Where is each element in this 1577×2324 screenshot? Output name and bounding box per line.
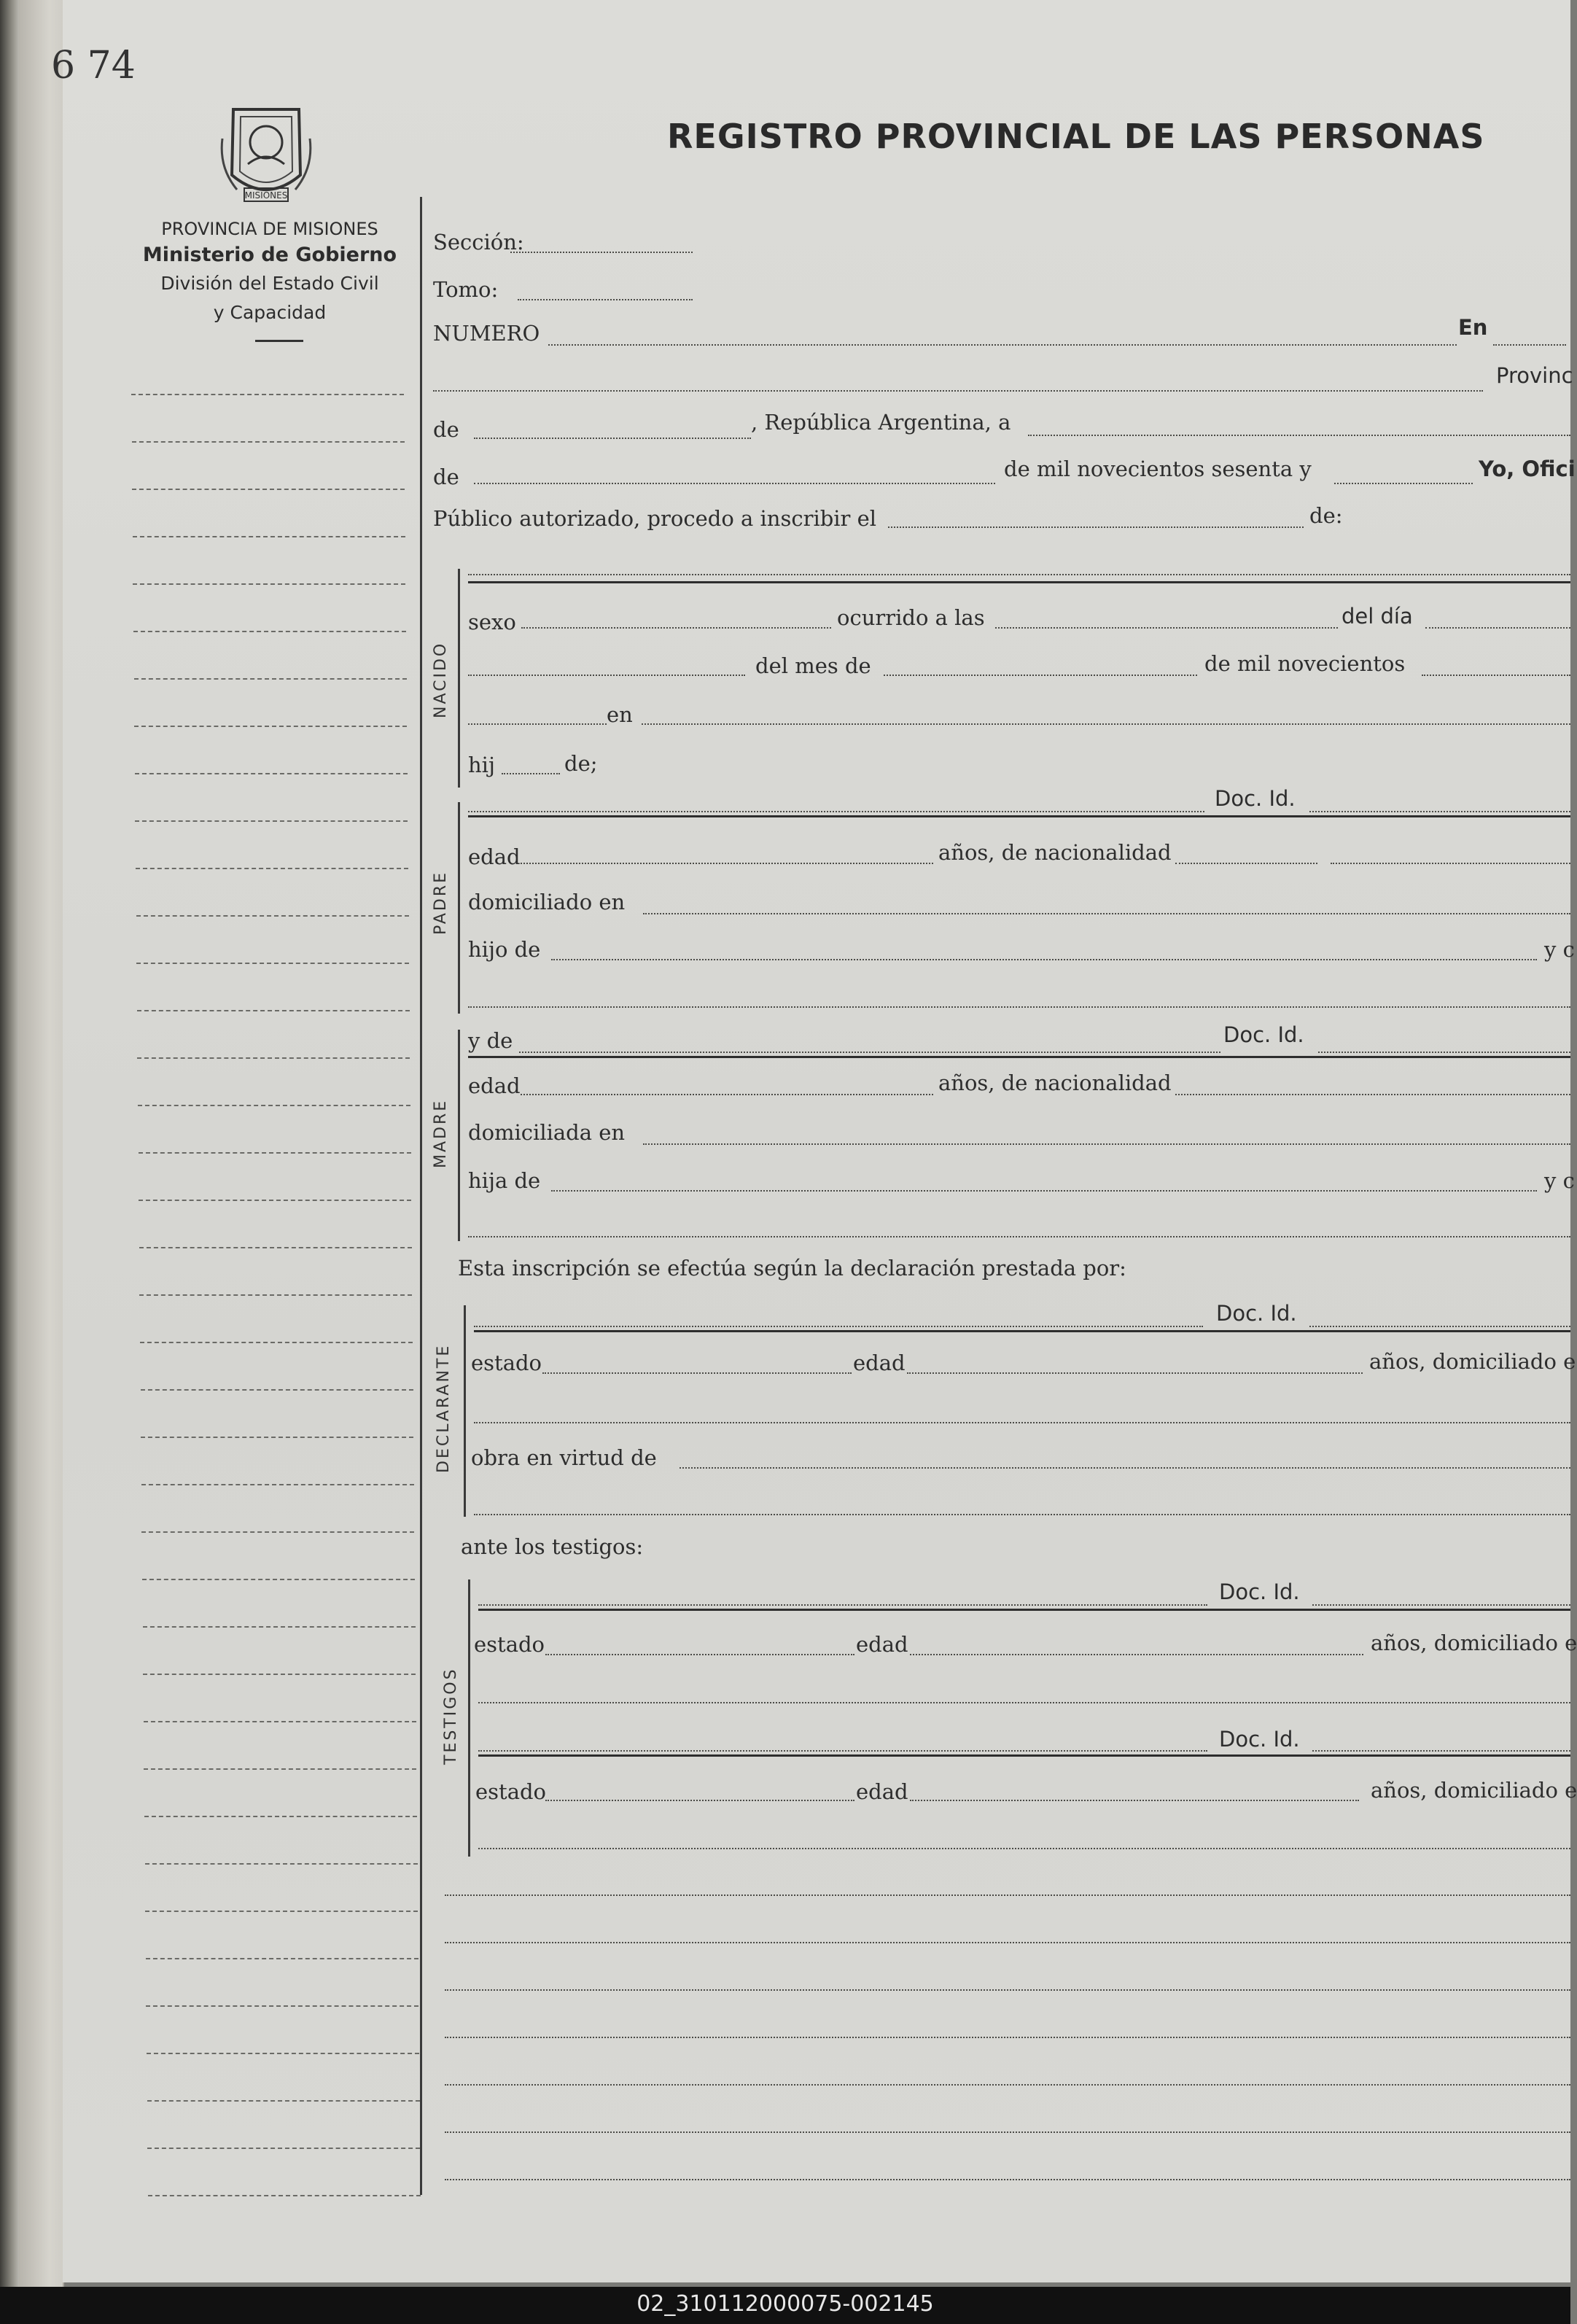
page-number: 6 74 bbox=[51, 44, 136, 88]
dia-field[interactable] bbox=[1425, 627, 1570, 629]
margin-note-line[interactable] bbox=[143, 1626, 416, 1628]
margin-note-line[interactable] bbox=[139, 1247, 412, 1248]
margin-note-line[interactable] bbox=[133, 583, 405, 585]
margin-note-line[interactable] bbox=[139, 1200, 411, 1201]
nacido-rule bbox=[468, 581, 1570, 583]
margin-note-line[interactable] bbox=[140, 1342, 413, 1343]
observation-line[interactable] bbox=[445, 2084, 1570, 2086]
testigo2-doc-id-label: Doc. Id. bbox=[1219, 1727, 1300, 1752]
padre-doc-id-field[interactable] bbox=[1309, 811, 1570, 812]
padre-nacionalidad-field-2[interactable] bbox=[1331, 863, 1570, 864]
margin-note-line[interactable] bbox=[136, 963, 409, 964]
seccion-field[interactable] bbox=[510, 252, 693, 253]
org-division: División del Estado Civil bbox=[160, 273, 379, 294]
margin-note-line[interactable] bbox=[143, 1674, 416, 1675]
observation-line[interactable] bbox=[445, 2131, 1570, 2133]
madre-doc-id-label: Doc. Id. bbox=[1223, 1022, 1304, 1047]
margin-note-line[interactable] bbox=[139, 1152, 411, 1154]
dept-field[interactable] bbox=[474, 438, 751, 439]
testigo2-domicilio-field[interactable] bbox=[478, 1848, 1570, 1849]
lugar-nacimiento-field[interactable] bbox=[642, 723, 1570, 725]
madre-bracket bbox=[458, 1030, 460, 1241]
declarante-name-field[interactable] bbox=[474, 1326, 1203, 1327]
padre-edad-field[interactable] bbox=[521, 863, 933, 864]
madre-y-label: y c bbox=[1544, 1168, 1575, 1193]
margin-note-line[interactable] bbox=[141, 1389, 413, 1391]
testigo1-estado-label: estado bbox=[474, 1632, 545, 1657]
padre-rule bbox=[468, 815, 1570, 817]
hij-field[interactable] bbox=[502, 773, 560, 774]
en-lugar-label: en bbox=[607, 702, 633, 727]
padre-padres-field-2[interactable] bbox=[468, 1006, 1570, 1008]
testigo1-rule bbox=[478, 1609, 1570, 1611]
testigo2-doc-id-field[interactable] bbox=[1312, 1750, 1570, 1752]
mes-field[interactable] bbox=[884, 675, 1197, 676]
margin-note-line[interactable] bbox=[134, 726, 407, 727]
margin-note-line[interactable] bbox=[141, 1437, 413, 1438]
declarante-edad-field[interactable] bbox=[907, 1372, 1363, 1374]
declarante-rule bbox=[474, 1330, 1570, 1332]
month-field[interactable] bbox=[474, 483, 995, 484]
madre-edad-label: edad bbox=[468, 1073, 521, 1098]
testigo1-name-field[interactable] bbox=[478, 1604, 1207, 1606]
hora-field[interactable] bbox=[995, 627, 1338, 629]
madre-padres-field[interactable] bbox=[551, 1190, 1537, 1192]
footer-code: 02_310112000075-002145 bbox=[636, 2291, 934, 2317]
testigo1-doc-id-field[interactable] bbox=[1312, 1604, 1570, 1606]
testigo2-edad-field[interactable] bbox=[910, 1800, 1359, 1801]
obra-virtud-label: obra en virtud de bbox=[471, 1445, 657, 1470]
obra-virtud-field-2[interactable] bbox=[474, 1514, 1570, 1515]
margin-note-line[interactable] bbox=[146, 2005, 418, 2007]
madre-y-de-label: y de bbox=[468, 1028, 513, 1053]
madre-edad-field[interactable] bbox=[521, 1094, 933, 1095]
svg-text:MISIONES: MISIONES bbox=[244, 190, 288, 201]
provincia-label: Provinc bbox=[1496, 363, 1573, 388]
margin-note-line[interactable] bbox=[132, 489, 405, 490]
yo-oficial-label: Yo, Ofici bbox=[1479, 456, 1576, 481]
margin-note-line[interactable] bbox=[144, 1816, 417, 1817]
padre-edad-label: edad bbox=[468, 844, 521, 869]
numero-field[interactable] bbox=[548, 344, 1457, 346]
anio-continued-field[interactable] bbox=[468, 723, 607, 725]
testigo2-domiciliado-label: años, domiciliado e bbox=[1371, 1778, 1577, 1803]
nacido-name-field[interactable] bbox=[468, 574, 1570, 575]
observation-line[interactable] bbox=[445, 2037, 1570, 2038]
margin-note-line[interactable] bbox=[135, 773, 408, 774]
margin-note-line[interactable] bbox=[147, 2148, 420, 2149]
del-dia-label: del día bbox=[1342, 604, 1413, 629]
ocurrido-label: ocurrido a las bbox=[837, 605, 985, 630]
de-colon-label: de: bbox=[1309, 503, 1343, 528]
numero-label: NUMERO bbox=[433, 321, 540, 346]
republica-label: , República Argentina, a bbox=[751, 410, 1011, 435]
margin-note-line[interactable] bbox=[145, 1911, 418, 1912]
year-field[interactable] bbox=[1334, 483, 1473, 484]
margin-note-line[interactable] bbox=[148, 2195, 421, 2196]
testigo1-edad-field[interactable] bbox=[910, 1654, 1363, 1655]
testigo1-doc-id-label: Doc. Id. bbox=[1219, 1579, 1300, 1604]
padre-name-field[interactable] bbox=[468, 811, 1204, 812]
testigo2-edad-label: edad bbox=[856, 1779, 908, 1804]
madre-nacionalidad-label: años, de nacionalidad bbox=[938, 1070, 1172, 1095]
padre-nacionalidad-field[interactable] bbox=[1175, 863, 1317, 864]
publico-autorizado-label: Público autorizado, procedo a inscribir el bbox=[433, 506, 877, 531]
sexo-label: sexo bbox=[468, 610, 516, 634]
tomo-label: Tomo: bbox=[433, 277, 499, 302]
testigo1-domicilio-field[interactable] bbox=[478, 1702, 1570, 1703]
inscribir-field[interactable] bbox=[888, 526, 1304, 528]
margin-note-line[interactable] bbox=[141, 1531, 414, 1533]
testigo2-estado-label: estado bbox=[475, 1779, 547, 1804]
place-field[interactable] bbox=[433, 390, 1483, 392]
de-label-2: de bbox=[433, 465, 459, 489]
declarante-doc-id-label: Doc. Id. bbox=[1216, 1301, 1297, 1326]
observation-line[interactable] bbox=[445, 2179, 1570, 2180]
margin-note-line[interactable] bbox=[133, 631, 406, 632]
declarante-bracket bbox=[464, 1305, 466, 1517]
declarante-estado-field[interactable] bbox=[542, 1372, 852, 1374]
madre-label: MADRE bbox=[432, 1098, 450, 1168]
margin-note-line[interactable] bbox=[147, 2053, 419, 2054]
padre-y-label: y c bbox=[1544, 937, 1575, 962]
en-label: En bbox=[1458, 315, 1488, 340]
form-page bbox=[63, 0, 1570, 2282]
mil-novecientos-label: de mil novecientos bbox=[1204, 651, 1406, 676]
book-edge bbox=[0, 0, 19, 2287]
page-title: REGISTRO PROVINCIAL DE LAS PERSONAS bbox=[667, 117, 1485, 156]
testigos-bracket bbox=[468, 1579, 470, 1857]
madre-domiciliada-label: domiciliada en bbox=[468, 1120, 626, 1145]
provincial-seal-icon bbox=[219, 95, 314, 211]
seccion-label: Sección: bbox=[433, 230, 524, 254]
margin-note-line[interactable] bbox=[132, 441, 405, 443]
declarante-label: DECLARANTE bbox=[435, 1343, 453, 1473]
margin-note-line[interactable] bbox=[136, 868, 408, 869]
padre-nacionalidad-label: años, de nacionalidad bbox=[938, 840, 1172, 865]
del-mes-label: del mes de bbox=[755, 653, 871, 678]
declarante-doc-id-field[interactable] bbox=[1309, 1326, 1570, 1327]
nacido-label: NACIDO bbox=[432, 641, 450, 718]
margin-note-line[interactable] bbox=[147, 2100, 420, 2102]
margin-note-line[interactable] bbox=[139, 1294, 412, 1296]
madre-name-field[interactable] bbox=[519, 1052, 1220, 1053]
madre-nacionalidad-field[interactable] bbox=[1175, 1094, 1570, 1095]
hij-label: hij bbox=[468, 753, 495, 777]
observation-line[interactable] bbox=[445, 1894, 1570, 1896]
margin-note-line[interactable] bbox=[137, 1010, 410, 1011]
margin-note-line[interactable] bbox=[135, 820, 408, 822]
declaracion-text: Esta inscripción se efectúa según la declaración prestada por: bbox=[458, 1256, 1126, 1280]
margin-note-line[interactable] bbox=[131, 394, 404, 395]
margin-note-line[interactable] bbox=[142, 1579, 415, 1580]
madre-domicilio-field[interactable] bbox=[643, 1143, 1570, 1145]
padre-bracket bbox=[458, 802, 460, 1014]
testigo1-domiciliado-label: años, domiciliado e bbox=[1371, 1631, 1577, 1655]
testigo2-rule bbox=[478, 1754, 1570, 1757]
margin-note-line[interactable] bbox=[134, 678, 407, 680]
madre-rule bbox=[468, 1056, 1570, 1058]
margin-note-line[interactable] bbox=[133, 536, 405, 537]
dia-continued-field[interactable] bbox=[468, 675, 745, 676]
margin-note-line[interactable] bbox=[144, 1721, 416, 1722]
declarante-estado-label: estado bbox=[471, 1351, 542, 1375]
margin-note-line[interactable] bbox=[137, 1057, 410, 1059]
padre-label: PADRE bbox=[432, 870, 450, 935]
org-ministry: Ministerio de Gobierno bbox=[142, 244, 397, 266]
madre-hija-de-label: hija de bbox=[468, 1168, 541, 1193]
margin-note-line[interactable] bbox=[141, 1484, 414, 1485]
en-field[interactable] bbox=[1493, 344, 1566, 346]
nacido-bracket bbox=[458, 569, 460, 788]
padre-hijo-de-label: hijo de bbox=[468, 937, 541, 962]
madre-padres-field-2[interactable] bbox=[468, 1236, 1570, 1237]
declarante-domiciliado-label: años, domiciliado e bbox=[1369, 1349, 1576, 1374]
padre-padres-field[interactable] bbox=[551, 959, 1537, 960]
declarante-edad-label: edad bbox=[853, 1351, 906, 1375]
ante-testigos-label: ante los testigos: bbox=[461, 1534, 644, 1559]
testigo1-estado-field[interactable] bbox=[545, 1654, 854, 1655]
obra-virtud-field[interactable] bbox=[680, 1467, 1570, 1469]
testigo1-edad-label: edad bbox=[856, 1632, 908, 1657]
testigo2-name-field[interactable] bbox=[478, 1750, 1207, 1752]
org-rule bbox=[255, 340, 303, 342]
column-separator bbox=[420, 197, 422, 2195]
observation-line[interactable] bbox=[445, 1942, 1570, 1943]
margin-note-line[interactable] bbox=[145, 1863, 418, 1865]
declarante-domicilio-field[interactable] bbox=[474, 1422, 1570, 1423]
margin-note-line[interactable] bbox=[138, 1105, 410, 1106]
margin-note-line[interactable] bbox=[146, 1958, 418, 1959]
padre-domicilio-field[interactable] bbox=[643, 913, 1570, 914]
madre-doc-id-field[interactable] bbox=[1318, 1052, 1570, 1053]
margin-note-line[interactable] bbox=[144, 1768, 416, 1770]
padre-domiciliado-label: domiciliado en bbox=[468, 890, 626, 914]
anio-field[interactable] bbox=[1422, 675, 1570, 676]
hij-de-label: de; bbox=[564, 751, 598, 776]
org-province: PROVINCIA DE MISIONES bbox=[161, 219, 378, 239]
testigos-label: TESTIGOS bbox=[442, 1667, 460, 1765]
tomo-field[interactable] bbox=[518, 299, 693, 300]
book-spine bbox=[19, 0, 64, 2287]
observation-line[interactable] bbox=[445, 1989, 1570, 1991]
mil-novecientos-sesenta-label: de mil novecientos sesenta y bbox=[1004, 456, 1312, 481]
date-field-1[interactable] bbox=[1028, 435, 1570, 436]
sexo-field[interactable] bbox=[521, 627, 831, 629]
de-label-1: de bbox=[433, 417, 459, 442]
org-capacity: y Capacidad bbox=[213, 302, 327, 323]
padre-doc-id-label: Doc. Id. bbox=[1215, 786, 1296, 811]
margin-note-line[interactable] bbox=[136, 915, 409, 917]
testigo2-estado-field[interactable] bbox=[545, 1800, 854, 1801]
